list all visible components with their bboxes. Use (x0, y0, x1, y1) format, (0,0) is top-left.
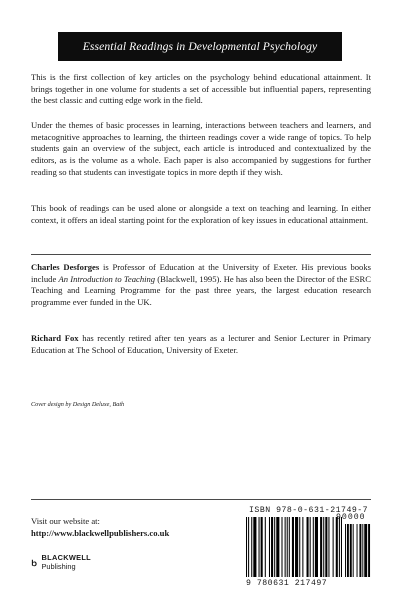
website-block (31, 515, 169, 539)
bio-text-a: is Professor of Education at the University of Exeter. His previous books include (31, 262, 371, 284)
bio-fox-text: has recently retired after ten years as a lecturer and Senior Lecturer in Primary Education at The School of Education, University of Exeter. (31, 333, 371, 355)
barcode-bar (281, 517, 282, 577)
barcode-bar (292, 517, 294, 577)
barcode-bar (323, 517, 324, 577)
barcode-bar (259, 517, 260, 577)
barcode-bar (350, 524, 352, 577)
author-bio-desforges (31, 262, 371, 309)
barcode-bar (336, 517, 338, 577)
author-name-desforges: Charles Desforges (31, 262, 100, 272)
barcode-bar (265, 517, 266, 577)
barcode-bar (274, 517, 275, 577)
barcode-bar (289, 517, 290, 577)
barcode-bar (271, 517, 273, 577)
addon-digits: 90000 (336, 513, 366, 522)
publisher-name-line2: Publishing (41, 562, 76, 571)
author-bio-fox (31, 333, 371, 356)
barcode-bar (276, 517, 279, 577)
barcode-bar (341, 517, 342, 577)
barcode-bar (287, 517, 288, 577)
footer-divider (31, 499, 371, 500)
barcode-bar (368, 524, 370, 577)
bio-text-b: (Blackwell, 1995). He has also been the Director of the ESRC Teaching and Learning Programme for the past three years, the largest education research programme ever funded in the UK. (31, 273, 371, 308)
barcode-bar (347, 524, 349, 577)
publisher-wordmark (42, 554, 92, 571)
barcode-bar (339, 517, 340, 577)
barcode-bar (325, 517, 327, 577)
barcode-bar (333, 517, 334, 577)
website-lead: Visit our website at: (31, 516, 100, 526)
ean-digits: 9 780631 217497 (246, 579, 328, 588)
barcode-bar (310, 517, 311, 577)
website-url[interactable]: http://www.blackwellpublishers.co.uk (31, 528, 170, 538)
barcode-bar (320, 517, 322, 577)
barcode-bar (253, 517, 256, 577)
publisher-name-line1: BLACKWELL (41, 553, 91, 563)
blurb-paragraph-2: Under the themes of basic processes in learning, interactions between teachers and learners, and metacognitive approaches to learning, the thirteen readings cover a wide range of topics. To help students gain an overview of the subject, each article is introduced and contextualized by the editors, as is the volume as a whole. Each paper is also accompanied by suggestions for further reading so that students can investigate topics in more depth if they wish. (31, 120, 371, 177)
addon-barcode (345, 524, 371, 577)
barcode-bar (307, 517, 309, 577)
barcode-bar (251, 517, 252, 577)
barcode-bar (261, 517, 263, 577)
barcode-bar (362, 524, 363, 577)
barcode-bar (313, 517, 314, 577)
ean-barcode (246, 517, 342, 577)
barcode-bar (285, 517, 286, 577)
barcode-bar (246, 517, 247, 577)
barcode-bar (299, 517, 300, 577)
barcode-bar (302, 517, 303, 577)
barcode-bar (359, 524, 361, 577)
barcode-bar (269, 517, 270, 577)
series-title-band (58, 32, 342, 61)
cover-design-credit: Cover design by Design Deluxe, Bath (31, 401, 125, 408)
barcode-bar (353, 524, 354, 577)
barcode-bar (248, 517, 249, 577)
section-divider (31, 254, 371, 255)
barcode-bar (357, 524, 358, 577)
isbn-text: ISBN 978-0-631-21749-7 (249, 506, 369, 515)
barcode-bar (328, 517, 329, 577)
barcode-bar (295, 517, 298, 577)
blurb-paragraph-1: This is the first collection of key articles on the psychology behind educational attainment. It brings together in one volume for students a set of accessible but influential papers, representing the best classic and cutting edge work in the field. (31, 72, 371, 106)
blackwell-b-mark-icon (31, 546, 38, 580)
series-title: Essential Readings in Developmental Psychology (82, 40, 318, 53)
publisher-logo (31, 545, 91, 581)
barcode-bar (345, 524, 346, 577)
blurb-paragraph-3: This book of readings can be used alone or alongside a text on teaching and learning. In either context, it offers an ideal starting point for the exploration of key issues in educational attainment. (31, 203, 371, 225)
book-title: An Introduction to Teaching (58, 273, 156, 284)
author-name-fox: Richard Fox (31, 333, 79, 343)
barcode-bar (315, 517, 318, 577)
barcode-bar (364, 524, 367, 577)
